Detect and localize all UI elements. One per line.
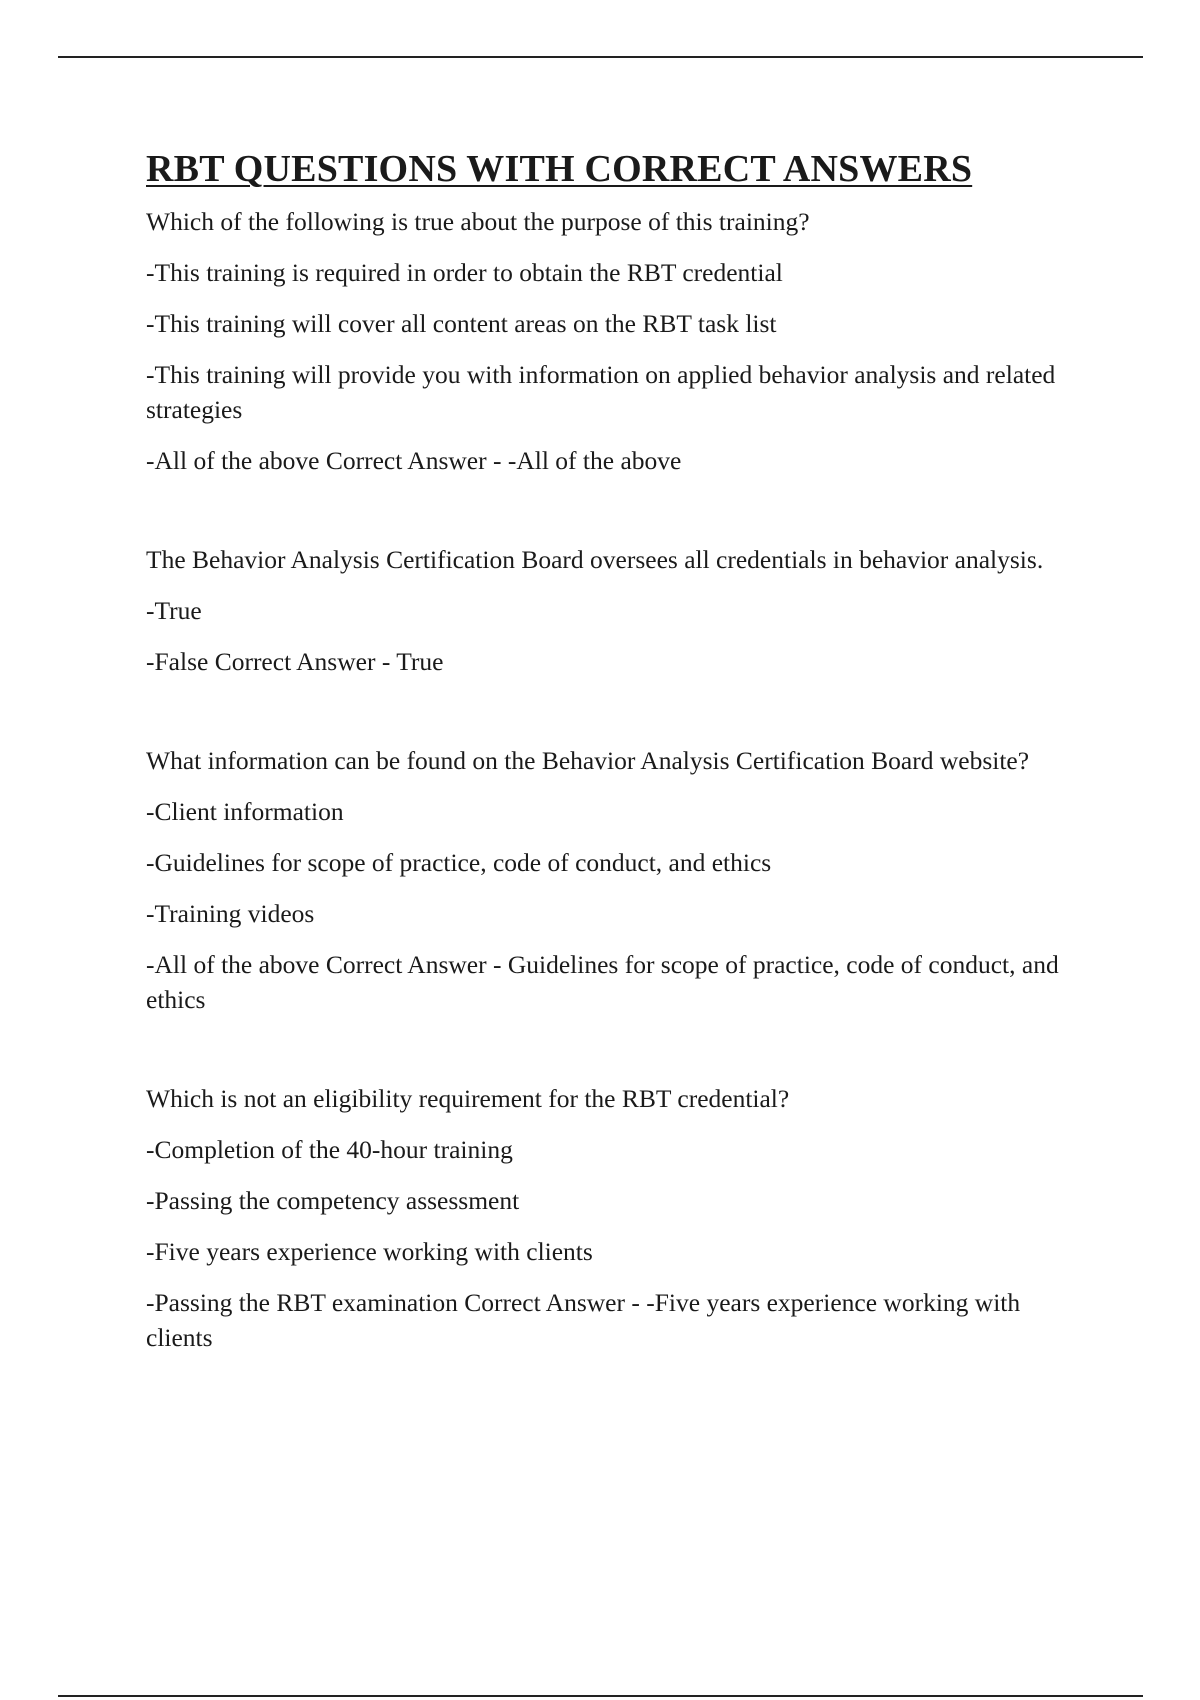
answer-option-with-correct-answer: -False Correct Answer - True	[146, 647, 444, 676]
answer-option: -Guidelines for scope of practice, code of conduct, and ethics	[146, 848, 772, 877]
answer-option: -Completion of the 40-hour training	[146, 1135, 513, 1164]
question-text: Which of the following is true about the purpose of this training?	[146, 207, 810, 236]
question-text: What information can be found on the Behavior Analysis Certification Board website?	[146, 746, 1030, 775]
answer-option: -Five years experience working with clients	[146, 1237, 593, 1266]
answer-option: -Passing the competency assessment	[146, 1186, 520, 1215]
answer-option: -This training is required in order to obtain the RBT credential	[146, 258, 783, 287]
question-block-2	[146, 542, 1086, 679]
answer-option: -Training videos	[146, 899, 315, 928]
header-rule	[58, 56, 1143, 58]
question-block-1	[146, 204, 1086, 478]
document-title: RBT QUESTIONS WITH CORRECT ANSWERS	[146, 148, 973, 190]
question-text: Which is not an eligibility requirement for the RBT credential?	[146, 1084, 790, 1113]
question-block-4	[146, 1081, 1086, 1355]
question-block-3	[146, 743, 1086, 1017]
answer-option-with-correct-answer: -All of the above Correct Answer - -All of the above	[146, 446, 682, 475]
answer-option-with-correct-answer: -Passing the RBT examination Correct Answer - -Five years experience working with clients	[146, 1288, 1021, 1352]
answer-option: -True	[146, 596, 202, 625]
answer-option: -Client information	[146, 797, 344, 826]
footer-rule	[58, 1695, 1143, 1697]
question-text: The Behavior Analysis Certification Board oversees all credentials in behavior analysis.	[146, 545, 1044, 574]
document-content	[146, 140, 1086, 1419]
answer-option: -This training will cover all content areas on the RBT task list	[146, 309, 777, 338]
answer-option: -This training will provide you with information on applied behavior analysis and related strategies	[146, 360, 1056, 424]
answer-option-with-correct-answer: -All of the above Correct Answer - Guidelines for scope of practice, code of conduct, and ethics	[146, 950, 1059, 1014]
